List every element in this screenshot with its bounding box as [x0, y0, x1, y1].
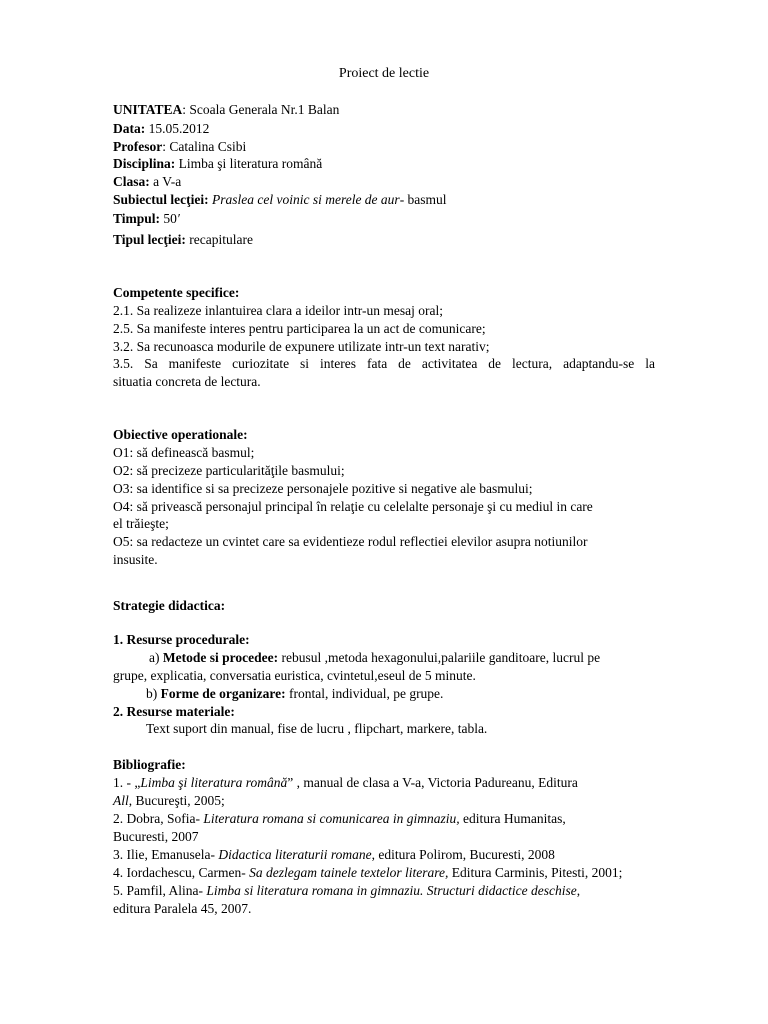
- value-subiectul-rest: - basmul: [399, 192, 447, 207]
- bib-text: , Bucureşti, 2005;: [128, 793, 225, 808]
- competenta-item: 2.5. Sa manifeste interes pentru participarea la un act de comunicare;: [113, 321, 486, 336]
- obiectiv-item: O5: sa redacteze un cvintet care sa evidentieze rodul reflectiei elevilor asupra notiunilor: [113, 534, 588, 549]
- document-title: Proiect de lectie: [338, 66, 430, 81]
- bib-text: 4. Iordachescu, Carmen-: [113, 865, 250, 880]
- bibliografie-heading: Bibliografie:: [113, 757, 186, 772]
- bib-text: 1. - „: [113, 775, 141, 790]
- bib-title: Limba si literatura romana in gimnaziu. Structuri didactice deschise: [206, 883, 577, 898]
- competenta-item: 2.1. Sa realizeze inlantuirea clara a ideilor intr-un mesaj oral;: [113, 303, 443, 318]
- bibliografie-item: [113, 882, 580, 899]
- value-unitatea: : Scoala Generala Nr.1 Balan: [182, 102, 340, 117]
- competenta-item: [113, 355, 655, 372]
- bib-title: Sa dezlegam tainele textelor literare,: [249, 865, 449, 880]
- metode-text: rebusul ,metoda hexagonului,palariile ganditoare, lucrul pe: [278, 650, 601, 665]
- label-subiectul: Subiectul lecţiei:: [113, 192, 209, 207]
- competente-heading: Competente specifice:: [113, 285, 240, 300]
- label-profesor: Profesor: [113, 139, 163, 154]
- field-clasa: [113, 173, 181, 190]
- field-tipul: [113, 231, 253, 248]
- obiectiv-item: O3: sa identifice si sa precizeze personajele pozitive si negative ale basmului;: [113, 481, 533, 496]
- bibliografie-item-cont: Bucuresti, 2007: [113, 829, 199, 844]
- obiectiv-item-cont: insusite.: [113, 552, 158, 567]
- forme-text: frontal, individual, pe grupe.: [285, 686, 444, 701]
- label-disciplina: Disciplina:: [113, 156, 176, 171]
- metode-prefix: a): [149, 650, 163, 665]
- materiale-text: Text suport din manual, fise de lucru , flipchart, markere, tabla.: [146, 721, 488, 736]
- metode-line-cont: grupe, explicatia, conversatia euristica, cvintetul,eseul de 5 minute.: [113, 668, 476, 683]
- bib-text: ,: [576, 883, 581, 898]
- bib-text: 5. Pamfil, Alina-: [113, 883, 207, 898]
- bib-text: 2. Dobra, Sofia-: [113, 811, 204, 826]
- bibliografie-item: [113, 846, 555, 863]
- forme-prefix: b): [146, 686, 161, 701]
- field-subiectul: [113, 191, 447, 208]
- bibliografie-item: [113, 864, 622, 881]
- field-profesor: [113, 138, 246, 155]
- bibliografie-item: [113, 810, 566, 827]
- strategie-heading: Strategie didactica:: [113, 598, 226, 613]
- field-data: [113, 120, 209, 137]
- forme-line: [146, 685, 443, 702]
- label-tipul: Tipul lecţiei:: [113, 232, 186, 247]
- obiectiv-item: O2: să precizeze particularităţile basmului;: [113, 463, 345, 478]
- metode-label: Metode si procedee:: [162, 650, 279, 665]
- bib-text: ” , manual de clasa a V-a, Victoria Padureanu, Editura: [287, 775, 578, 790]
- bib-title: Limba şi literatura română: [140, 775, 288, 790]
- label-timpul: Timpul:: [113, 211, 161, 226]
- value-tipul: recapitulare: [185, 232, 253, 247]
- obiective-heading: Obiective operationale:: [113, 427, 248, 442]
- resurse-materiale-heading: 2. Resurse materiale:: [113, 704, 235, 719]
- value-disciplina: Limba şi literatura română: [175, 156, 323, 171]
- obiectiv-item: O1: să definească basmul;: [113, 445, 255, 460]
- obiectiv-item: O4: să privească personajul principal în relaţie cu celelalte personaje şi cu mediul in care: [113, 499, 593, 514]
- bib-text: , editura Polirom, Bucuresti, 2008: [371, 847, 555, 862]
- resurse-procedurale-heading: 1. Resurse procedurale:: [113, 632, 250, 647]
- metode-line: [149, 649, 600, 666]
- value-timpul-unit: ′: [176, 211, 180, 226]
- field-unitatea: [113, 101, 339, 118]
- value-data: 15.05.2012: [145, 121, 210, 136]
- label-unitatea: UNITATEA: [113, 102, 183, 117]
- bib-text: 3. Ilie, Emanusela-: [113, 847, 219, 862]
- bib-text: Editura Carminis, Pitesti, 2001;: [448, 865, 623, 880]
- bib-title: Didactica literaturii romane: [218, 847, 372, 862]
- value-profesor: : Catalina Csibi: [162, 139, 247, 154]
- value-timpul: 50: [160, 211, 177, 226]
- bib-title: All: [113, 793, 129, 808]
- obiectiv-item-cont: el trăieşte;: [113, 516, 169, 531]
- competenta-item-text: 3.5. Sa manifeste curiozitate si interes fata de activitatea de lectura, adaptandu-se la: [113, 356, 655, 371]
- label-data: Data:: [113, 121, 146, 136]
- bibliografie-item-cont: editura Paralela 45, 2007.: [113, 901, 252, 916]
- bibliografie-item-cont: [113, 792, 225, 809]
- bibliografie-item: [113, 774, 578, 791]
- field-timpul: [113, 210, 180, 227]
- competenta-item: 3.2. Sa recunoasca modurile de expunere utilizate intr-un text narativ;: [113, 339, 490, 354]
- label-clasa: Clasa:: [113, 174, 150, 189]
- field-disciplina: [113, 155, 322, 172]
- bib-text: editura Humanitas,: [459, 811, 566, 826]
- value-subiectul-title: Praslea cel voinic si merele de aur: [208, 192, 400, 207]
- value-clasa: a V-a: [149, 174, 182, 189]
- forme-label: Forme de organizare:: [160, 686, 286, 701]
- bib-title: Literatura romana si comunicarea in gimnaziu,: [203, 811, 460, 826]
- competenta-item-cont: situatia concreta de lectura.: [113, 374, 261, 389]
